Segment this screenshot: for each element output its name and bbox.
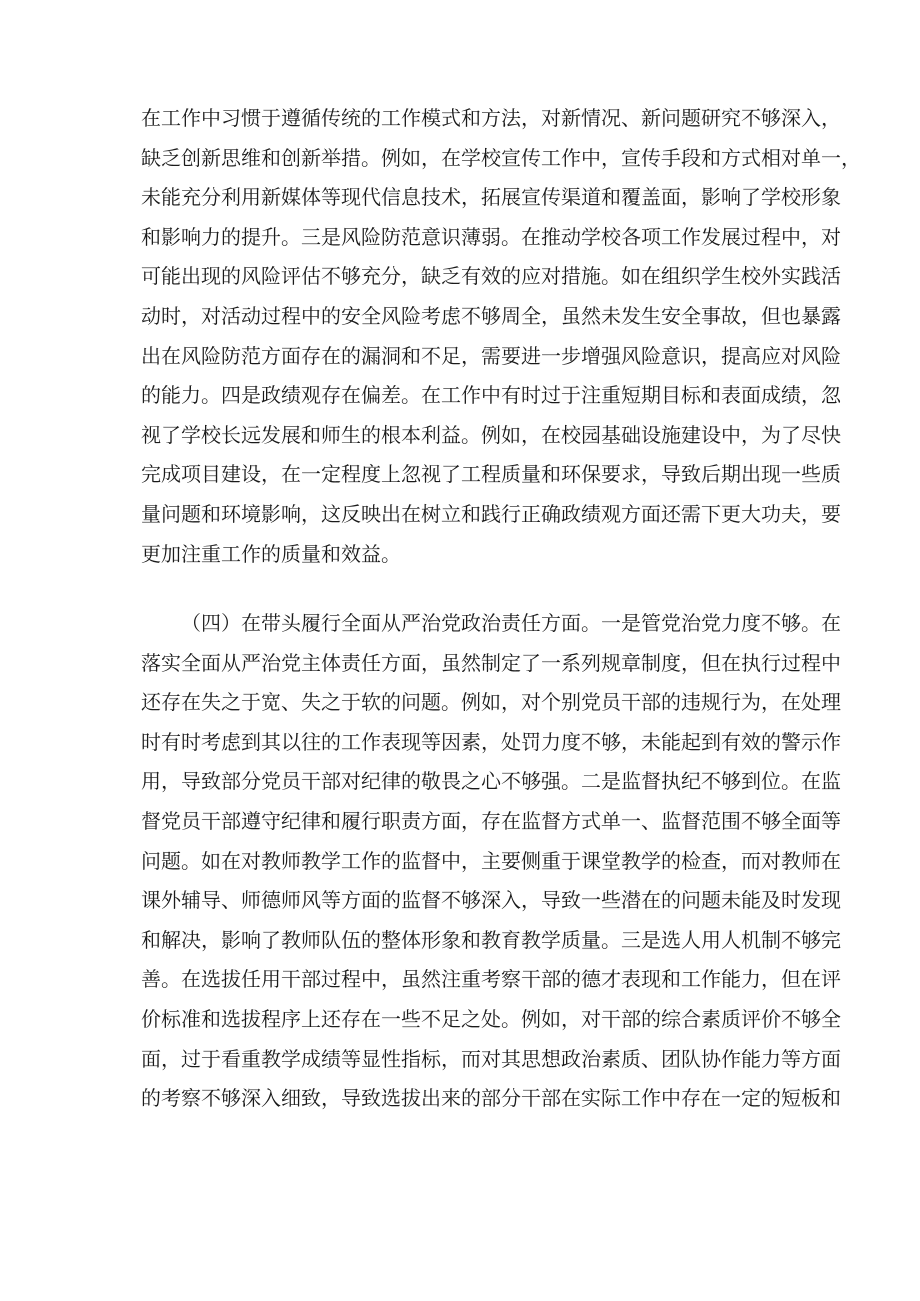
text-line: 完成项目建设，在一定程度上忽视了工程质量和环保要求，导致后期出现一些质	[141, 462, 841, 487]
text-line: 落实全面从严治党主体责任方面，虽然制定了一系列规章制度，但在执行过程中	[141, 650, 841, 675]
text-line: 和影响力的提升。三是风险防范意识薄弱。在推动学校各项工作发展过程中，对	[141, 224, 841, 249]
text-line: 缺乏创新思维和创新举措。例如，在学校宣传工作中，宣传手段和方式相对单一，	[141, 145, 861, 170]
text-line: 和解决，影响了教师队伍的整体形象和教育教学质量。三是选人用人机制不够完	[141, 927, 841, 952]
text-line: 的考察不够深入细致，导致选拔出来的部分干部在实际工作中存在一定的短板和	[141, 1086, 841, 1111]
text-line: 视了学校长远发展和师生的根本利益。例如，在校园基础设施建设中，为了尽快	[141, 422, 841, 447]
paragraph-party-governance	[141, 604, 841, 1119]
text-line: 量问题和环境影响，这反映出在树立和践行正确政绩观方面还需下更大功夫，要	[141, 501, 841, 526]
text-line: 督党员干部遵守纪律和履行职责方面，存在监督方式单一、监督范围不够全面等	[141, 808, 841, 833]
text-line: 未能充分利用新媒体等现代信息技术，拓展宣传渠道和覆盖面，影响了学校形象	[141, 185, 841, 210]
text-line: 善。在选拔任用干部过程中，虽然注重考察干部的德才表现和工作能力，但在评	[141, 967, 841, 992]
text-line: 动时，对活动过程中的安全风险考虑不够周全，虽然未发生安全事故，但也暴露	[141, 303, 841, 328]
text-line: 的能力。四是政绩观存在偏差。在工作中有时过于注重短期目标和表面成绩，忽	[141, 383, 841, 408]
text-line: 用，导致部分党员干部对纪律的敬畏之心不够强。二是监督执纪不够到位。在监	[141, 769, 841, 794]
text-line: 在工作中习惯于遵循传统的工作模式和方法，对新情况、新问题研究不够深入，	[141, 106, 841, 130]
paragraph-risk-and-performance	[141, 99, 861, 574]
text-line: 还存在失之于宽、失之于软的问题。例如，对个别党员干部的违规行为，在处理	[141, 690, 841, 715]
text-line: 问题。如在对教师教学工作的监督中，主要侧重于课堂教学的检查，而对教师在	[141, 848, 841, 873]
text-line: 出在风险防范方面存在的漏洞和不足，需要进一步增强风险意识，提高应对风险	[141, 343, 841, 368]
text-line: （四）在带头履行全面从严治党政治责任方面。一是管党治党力度不够。在	[181, 611, 841, 635]
text-line: 课外辅导、师德师风等方面的监督不够深入，导致一些潜在的问题未能及时发现	[141, 888, 841, 913]
text-line: 可能出现的风险评估不够充分，缺乏有效的应对措施。如在组织学生校外实践活	[141, 264, 841, 289]
text-line: 面，过于看重教学成绩等显性指标，而对其思想政治素质、团队协作能力等方面	[141, 1046, 841, 1071]
text-line: 时有时考虑到其以往的工作表现等因素，处罚力度不够，未能起到有效的警示作	[141, 729, 841, 754]
text-line: 更加注重工作的质量和效益。	[141, 541, 401, 566]
text-line: 价标准和选拔程序上还存在一些不足之处。例如，对干部的综合素质评价不够全	[141, 1006, 841, 1031]
